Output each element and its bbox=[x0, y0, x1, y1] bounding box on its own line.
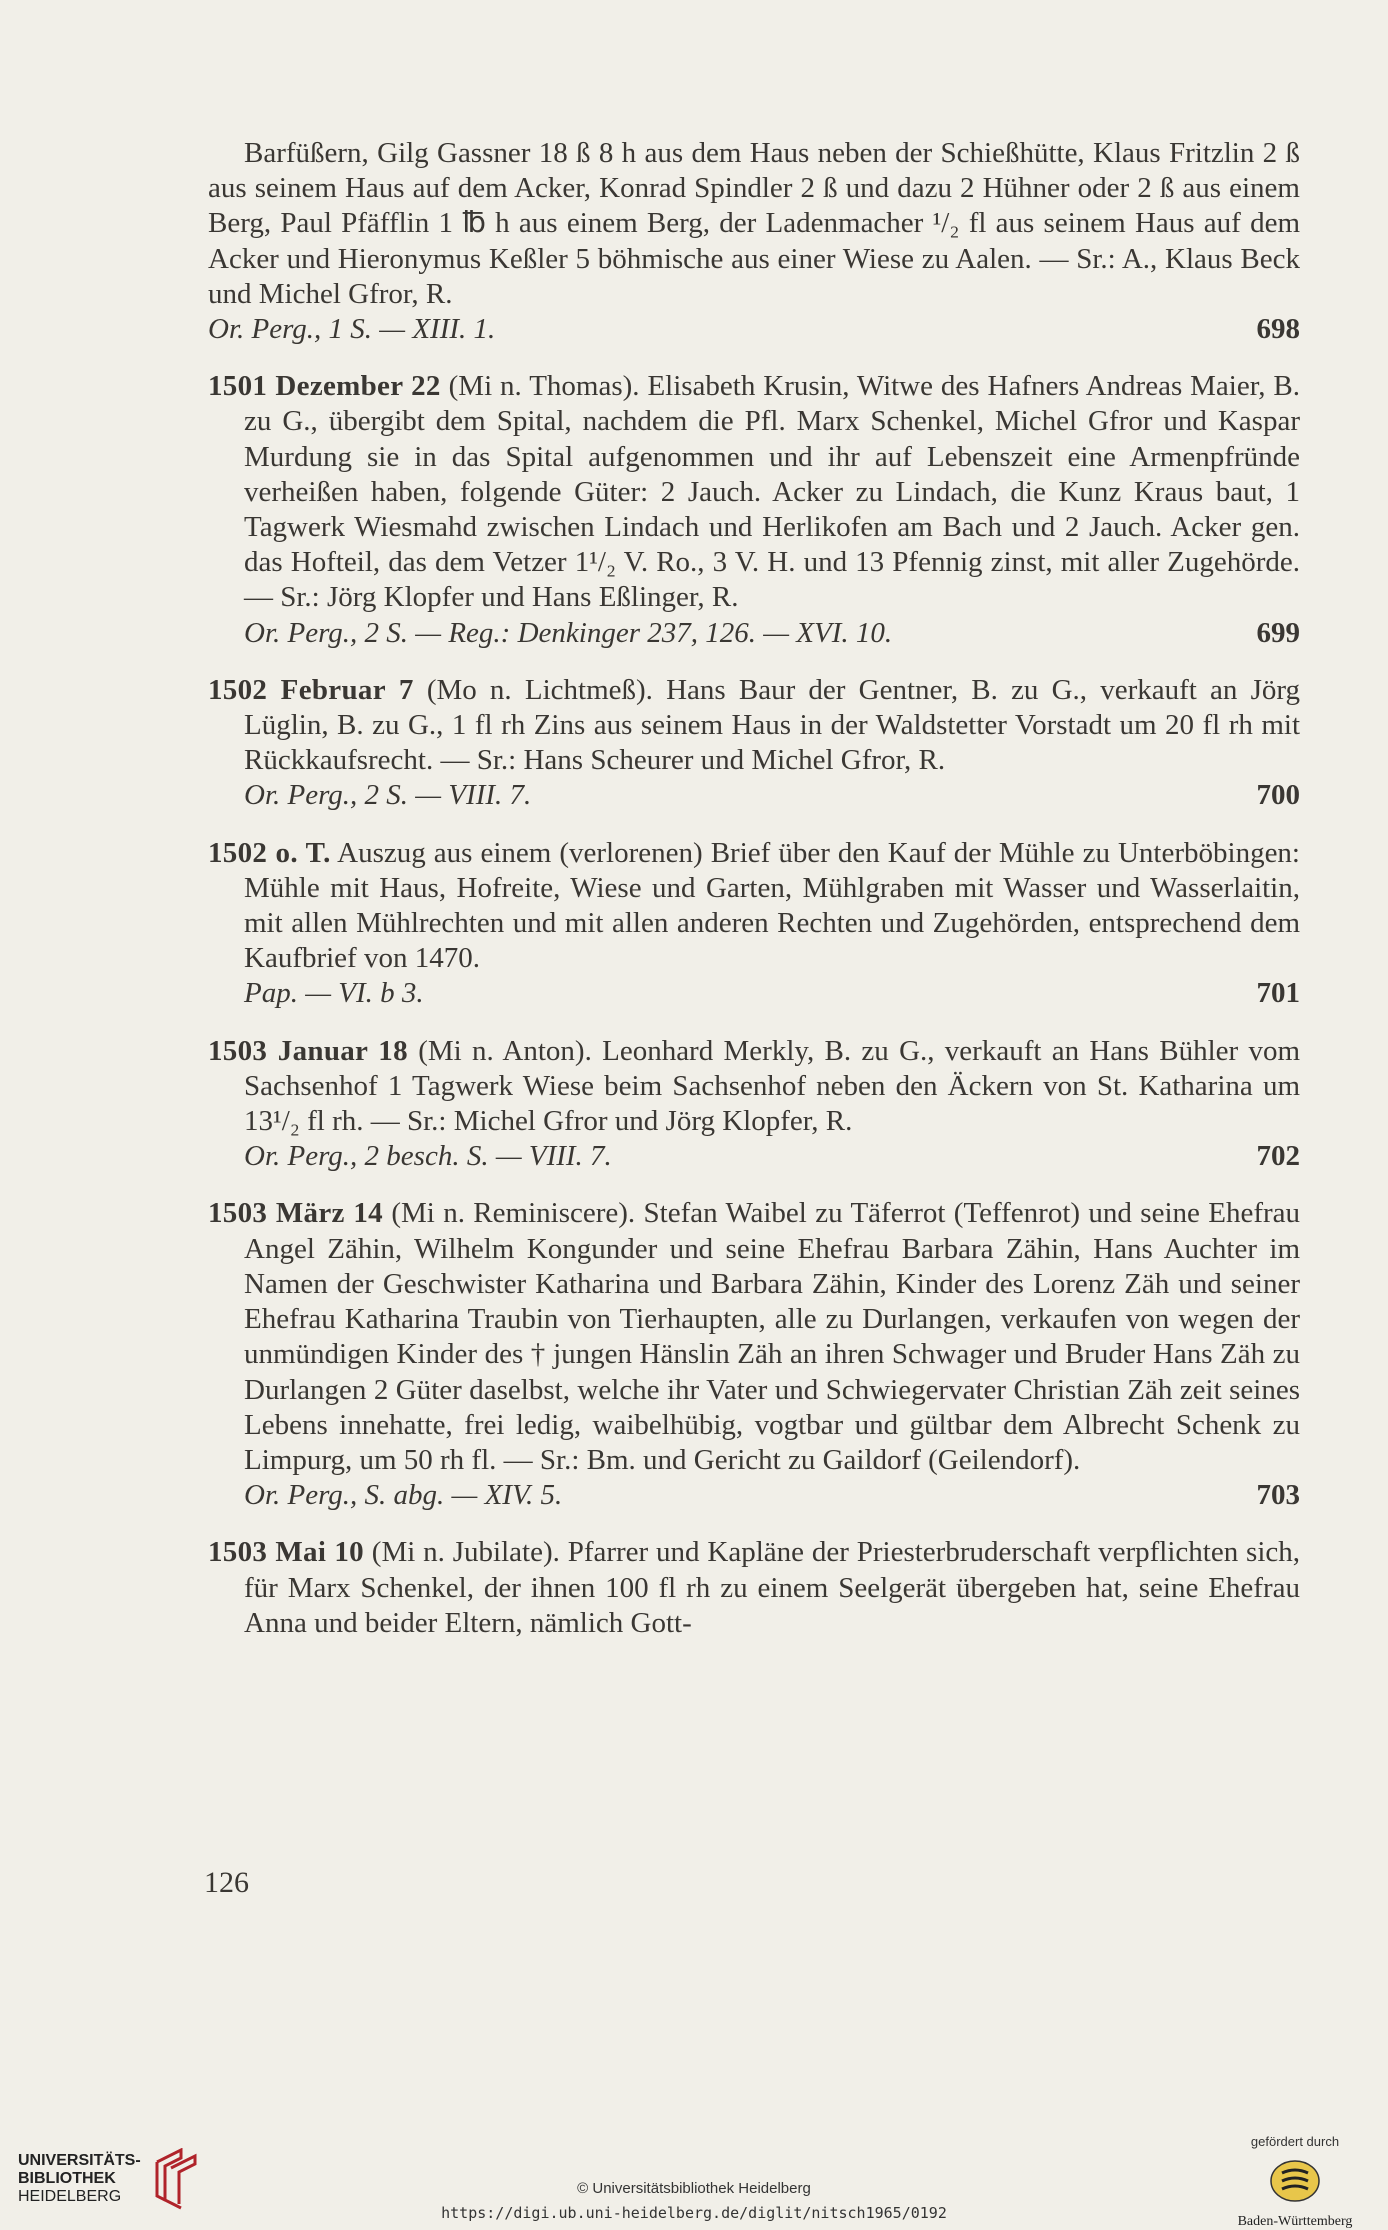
record-entry bbox=[208, 673, 1300, 814]
source-reference: Pap. — VI. b 3. bbox=[244, 977, 424, 1010]
record-number: 702 bbox=[1256, 1140, 1300, 1173]
entry-text: (Mi n. Anton). Leonhard Merkly, B. zu G., verkauft an Hans Bühler vom Sachsenhof 1 Tagwerk Wiese beim Sachsenhof neben den Äckern von St. Katharina um 13¹/₂ fl rh. — Sr.: Michel Gfror und Jörg Klopfer, R. bbox=[244, 1034, 1301, 1138]
entry-text: (Mi n. Jubilate). Pfarrer und Kapläne der Priesterbruderschaft verpflichten sich, für Marx Schenkel, der ihnen 100 fl rh zu einem Seelgerät übergeben hat, seine Ehefrau Anna und beider Eltern, nämlich Gott- bbox=[244, 1536, 1301, 1639]
sponsor-label: gefördert durch bbox=[1250, 2134, 1340, 2149]
entry-date: 1502 o. T. bbox=[208, 836, 331, 869]
record-number: 698 bbox=[1256, 313, 1300, 346]
entry-text: (Mo n. Lichtmeß). Hans Baur der Gentner, B. zu G., verkauft an Jörg Lüglin, B. zu G., 1 fl rh Zins aus seinem Haus in der Waldstetter Vorstadt um 20 fl rh mit Rückkaufsrecht. — Sr.: Hans Scheurer und Michel Gfror, R. bbox=[244, 673, 1301, 777]
sponsor-block[interactable] bbox=[1220, 2134, 1370, 2230]
text-block bbox=[208, 136, 1300, 1641]
entry-source-line bbox=[244, 616, 1300, 651]
source-reference: Or. Perg., S. abg. — XIV. 5. bbox=[244, 1479, 563, 1512]
record-number: 700 bbox=[1256, 779, 1300, 812]
library-name-line: UNIVERSITÄTS- bbox=[18, 2152, 141, 2169]
library-emblem-icon bbox=[151, 2148, 203, 2210]
entry-text: (Mi n. Thomas). Elisabeth Krusin, Witwe des Hafners Andreas Maier, B. zu G., übergibt dem Spital, nachdem die Pfl. Marx Schenkel, Michel Gfror und Kaspar Murdung sie in das Spital aufgenommen und ihr auf Lebenszeit eine Armenpfründe verheißen haben, folgende Güter: 2 Jauch. Acker zu Lindach, die Kunz Kraus baut, 1 Tagwerk Wiesmahd zwischen Lindach und Herlikofen am Bach und 2 Jauch. Acker gen. das Hofteil, das dem Vetzer 1¹/₂ V. Ro., 3 V. H. und 13 Pfennig zinst, mit aller Zugehörde. — Sr.: Jörg Klopfer und Hans Eßlinger, R. bbox=[244, 370, 1300, 614]
copyright-notice: © Universitätsbibliothek Heidelberg bbox=[577, 2180, 811, 2197]
record-entry bbox=[208, 1034, 1300, 1175]
record-number: 703 bbox=[1256, 1479, 1300, 1512]
sponsor-state: Baden-Württemberg bbox=[1237, 2214, 1353, 2229]
record-number: 699 bbox=[1256, 616, 1300, 649]
record-entry bbox=[208, 369, 1300, 651]
library-name-line: BIBLIOTHEK bbox=[18, 2170, 116, 2187]
library-name bbox=[18, 2152, 141, 2206]
intro-source-line bbox=[208, 312, 1300, 347]
entry-date: 1502 Februar 7 bbox=[208, 673, 414, 706]
entry-date: 1501 Dezember 22 bbox=[208, 370, 441, 403]
record-entry bbox=[208, 1196, 1300, 1513]
intro-paragraph bbox=[208, 136, 1300, 347]
entry-date: 1503 Mai 10 bbox=[208, 1536, 364, 1569]
source-reference: Or. Perg., 1 S. — XIII. 1. bbox=[208, 313, 496, 346]
record-entry bbox=[208, 1535, 1300, 1641]
record-entry bbox=[208, 836, 1300, 1012]
source-reference: Or. Perg., 2 S. — Reg.: Denkinger 237, 126. — XVI. 10. bbox=[244, 616, 893, 649]
entry-date: 1503 März 14 bbox=[208, 1197, 383, 1230]
source-reference: Or. Perg., 2 S. — VIII. 7. bbox=[244, 779, 532, 812]
entry-source-line bbox=[244, 778, 1300, 813]
library-name-line: HEIDELBERG bbox=[18, 2188, 122, 2205]
entry-date: 1503 Januar 18 bbox=[208, 1034, 408, 1067]
entry-source-line bbox=[244, 1478, 1300, 1513]
entry-source-line bbox=[244, 1139, 1300, 1174]
digitization-footer bbox=[0, 2128, 1388, 2228]
library-logo[interactable] bbox=[18, 2148, 203, 2210]
source-reference: Or. Perg., 2 besch. S. — VIII. 7. bbox=[244, 1140, 612, 1173]
permalink[interactable]: https://digi.ub.uni-heidelberg.de/diglit/nitsch1965/0192 bbox=[441, 2204, 947, 2222]
entry-source-line bbox=[244, 976, 1300, 1011]
page-number: 126 bbox=[204, 1866, 249, 1899]
record-number: 701 bbox=[1256, 977, 1300, 1010]
intro-text: Barfüßern, Gilg Gassner 18 ß 8 h aus dem Haus neben der Schießhütte, Klaus Fritzlin 2 ß aus seinem Haus auf dem Acker, Konrad Spindler 2 ß und dazu 2 Hühner oder 2 ß aus einem Berg, Paul Pfäfflin 1 ℔ h aus einem Berg, der Ladenmacher ¹/₂ fl aus seinem Haus auf dem Acker und Hieronymus Keßler 5 böhmische aus einer Wiese zu Aalen. — Sr.: A., Klaus Beck und Michel Gfror, R. bbox=[208, 137, 1300, 310]
entry-text: (Mi n. Reminiscere). Stefan Waibel zu Täferrot (Teffenrot) und seine Ehefrau Angel Zähin, Wilhelm Kongunder und seine Ehefrau Barbara Zähin, Hans Auchter im Namen der Geschwister Katharina und Barbara Zähin, Kinder des Lorenz Zäh und seiner Ehefrau Katharina Traubin von Tierhaupten, alle zu Durlangen, verkaufen von wegen der unmündigen Kinder des † jungen Hänslin Zäh an ihren Schwager und Bruder Hans Zäh zu Durlangen 2 Güter daselbst, welche ihr Vater und Schwiegervater Christian Zäh zeit seines Lebens innehatte, frei ledig, waibelhübig, vogtbar und gültbar dem Albrecht Schenk zu Limpurg, um 50 rh fl. — Sr.: Bm. und Gericht zu Gaildorf (Geilendorf). bbox=[244, 1197, 1301, 1476]
state-crest-icon bbox=[1268, 2157, 1322, 2205]
entry-text: Auszug aus einem (verlorenen) Brief über den Kauf der Mühle zu Unterböbingen: Mühle mit Haus, Hofreite, Wiese und Garten, Mühlgraben mit Wasser und Wasserlaitin, mit allen Mühlrechten und mit allen anderen Rechten und Zugehörden, entsprechend dem Kaufbrief von 1470. bbox=[244, 836, 1300, 975]
